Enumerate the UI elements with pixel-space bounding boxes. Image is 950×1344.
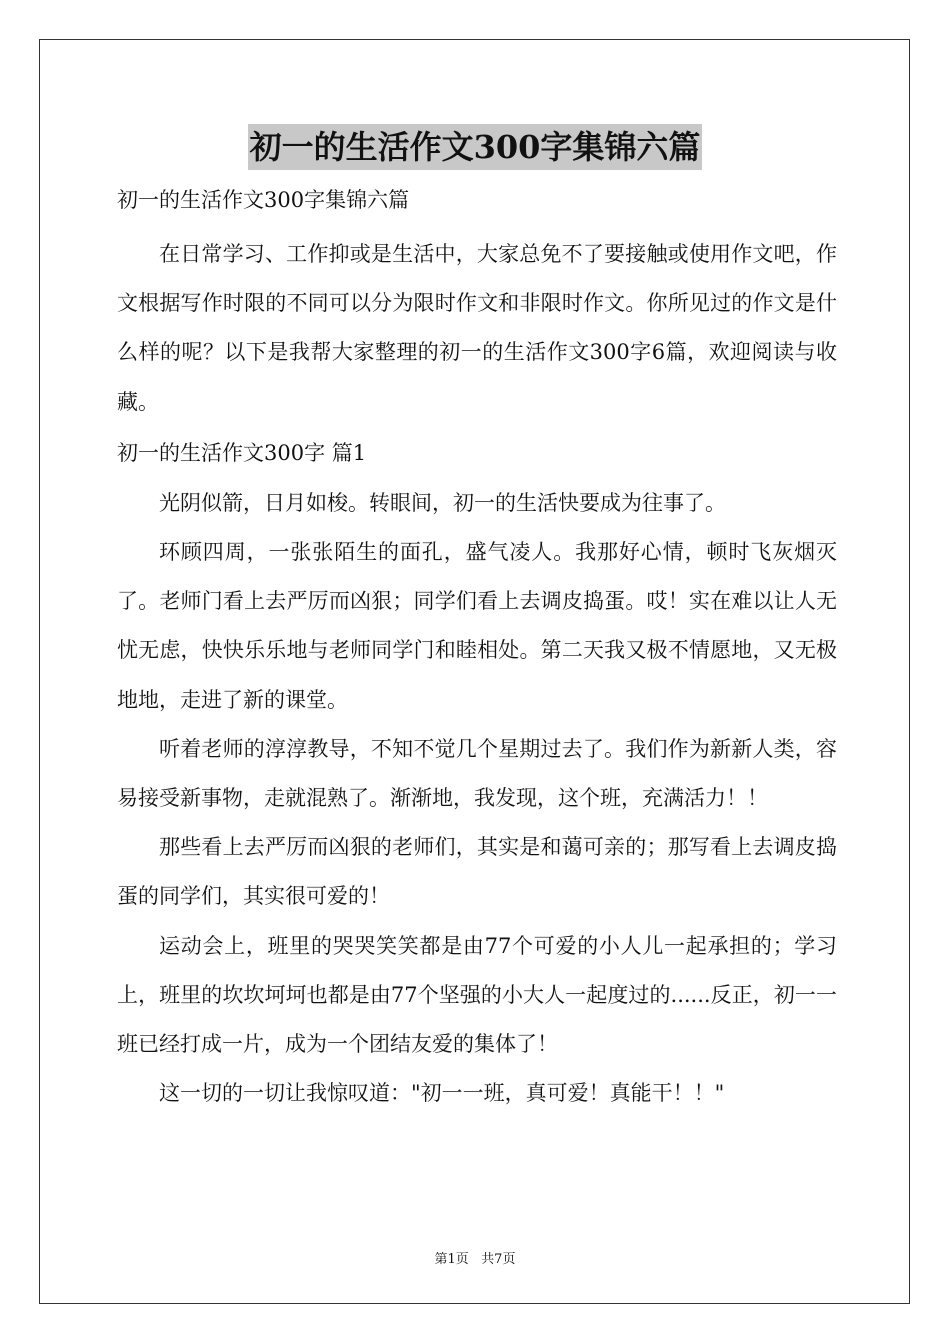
document-body — [117, 178, 837, 1118]
document-title: 初一的生活作文300字集锦六篇 — [248, 124, 703, 170]
section-title: 初一的生活作文300字 篇1 — [117, 440, 367, 465]
body-paragraph: 运动会上，班里的哭哭笑笑都是由77个可爱的小人儿一起承担的；学习上，班里的坎坎坷坷也都是由77个坚强的小大人一起度过的......反正，初一一班已经打成一片，成为一个团结友爱的集体了！ — [117, 933, 837, 1057]
body-paragraph: 光阴似箭，日月如梭。转眼间，初一的生活快要成为往事了。 — [159, 490, 726, 515]
page-footer — [0, 1248, 950, 1267]
body-paragraph: 听着老师的淳淳教导，不知不觉几个星期过去了。我们作为新新人类，容易接受新事物，走就混熟了。渐渐地，我发现，这个班，充满活力！！ — [117, 736, 837, 811]
body-paragraph: 那些看上去严厉而凶狠的老师们，其实是和蔼可亲的；那写看上去调皮捣蛋的同学们，其实很可爱的！ — [117, 835, 837, 909]
page-number: 第1页 共7页 — [434, 1252, 516, 1267]
title-container — [0, 124, 950, 170]
body-paragraph: 环顾四周，一张张陌生的面孔，盛气凌人。我那好心情，顿时飞灰烟灭了。老师门看上去严厉而凶狠；同学们看上去调皮捣蛋。哎！实在难以让人无忧无虑，快快乐乐地与老师同学门和睦相处。第二天我又极不情愿地，又无极地地，走进了新的课堂。 — [117, 540, 837, 712]
body-paragraph: 这一切的一切让我惊叹道："初一一班，真可爱！真能干！！" — [159, 1081, 725, 1106]
intro-paragraph: 在日常学习、工作抑或是生活中，大家总免不了要接触或使用作文吧，作文根据写作时限的不同可以分为限时作文和非限时作文。你所见过的作文是什么样的呢？以下是我帮大家整理的初一的生活作文300字6篇，欢迎阅读与收藏。 — [117, 242, 837, 414]
document-subtitle: 初一的生活作文300字集锦六篇 — [117, 188, 410, 212]
